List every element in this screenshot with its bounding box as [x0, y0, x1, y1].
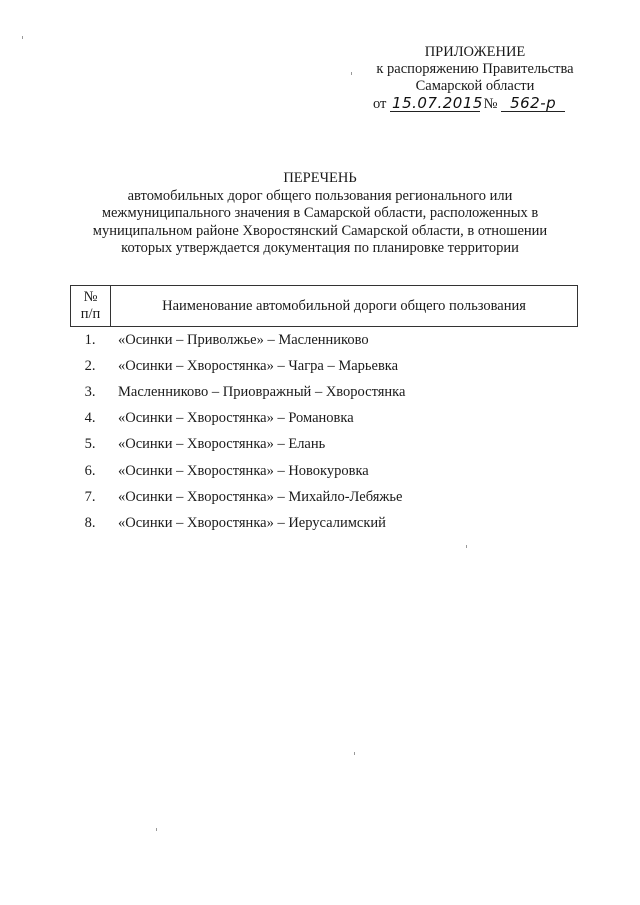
table-row [70, 432, 578, 458]
scan-speck [351, 72, 352, 75]
scan-speck [466, 545, 467, 548]
table-row [70, 353, 578, 379]
document-heading: ПЕРЕЧЕНЬ [283, 170, 357, 186]
appendix-date-line [355, 95, 595, 113]
subtitle-line: автомобильных дорог общего пользования регионального или [127, 187, 513, 204]
table-row [70, 510, 578, 536]
road-name: «Осинки – Приволжье» – Масленниково [118, 331, 369, 348]
handwritten-date: 15.07.2015 [392, 94, 483, 112]
subtitle-line: которых утверждается документация по планировке территории [121, 240, 519, 256]
appendix-block [355, 44, 595, 113]
road-name: «Осинки – Хворостянка» – Новокуровка [118, 462, 369, 479]
roads-table [70, 285, 578, 537]
row-number: 8. [84, 514, 96, 531]
document-title-block [60, 170, 580, 258]
header-name-cell: Наименование автомобильной дороги общего пользования [162, 298, 526, 314]
date-prefix: от [373, 96, 387, 112]
row-number: 3. [84, 383, 96, 400]
appendix-title: ПРИЛОЖЕНИЕ [424, 44, 526, 60]
road-name: «Осинки – Хворостянка» – Романовка [118, 410, 354, 427]
table-row [70, 406, 578, 432]
subtitle-line: муниципальном районе Хворостянский Самарской области, в отношении [92, 222, 548, 239]
road-name: «Осинки – Хворостянка» – Иерусалимский [118, 514, 386, 531]
road-name: Масленниково – Приовражный – Хворостянка [118, 383, 406, 400]
road-name: «Осинки – Хворостянка» – Чагра – Марьевка [118, 357, 399, 374]
appendix-line-2: Самарской области [415, 78, 535, 94]
header-number-symbol: № [83, 289, 98, 305]
scan-speck [354, 752, 355, 755]
table-row [70, 327, 578, 353]
scan-speck [156, 828, 157, 831]
handwritten-number: 562-р [501, 95, 565, 112]
row-number: 7. [84, 488, 96, 505]
row-number: 5. [84, 436, 96, 453]
row-number: 4. [84, 410, 96, 427]
road-name: «Осинки – Хворостянка» – Михайло-Лебяжье [118, 488, 403, 505]
subtitle-line: межмуниципального значения в Самарской области, расположенных в [101, 205, 539, 221]
header-number-abbr: п/п [80, 306, 101, 322]
row-number: 1. [84, 331, 96, 348]
road-name: «Осинки – Хворостянка» – Елань [118, 436, 326, 453]
table-row [70, 458, 578, 484]
header-number-cell [71, 286, 111, 326]
scan-speck [22, 36, 23, 39]
number-prefix: № [483, 96, 498, 112]
table-row [70, 484, 578, 510]
table-header [70, 285, 578, 327]
row-number: 6. [84, 462, 96, 479]
table-row [70, 379, 578, 405]
table-body [70, 327, 578, 537]
appendix-line-1: к распоряжению Правительства [376, 61, 574, 77]
row-number: 2. [84, 357, 96, 374]
